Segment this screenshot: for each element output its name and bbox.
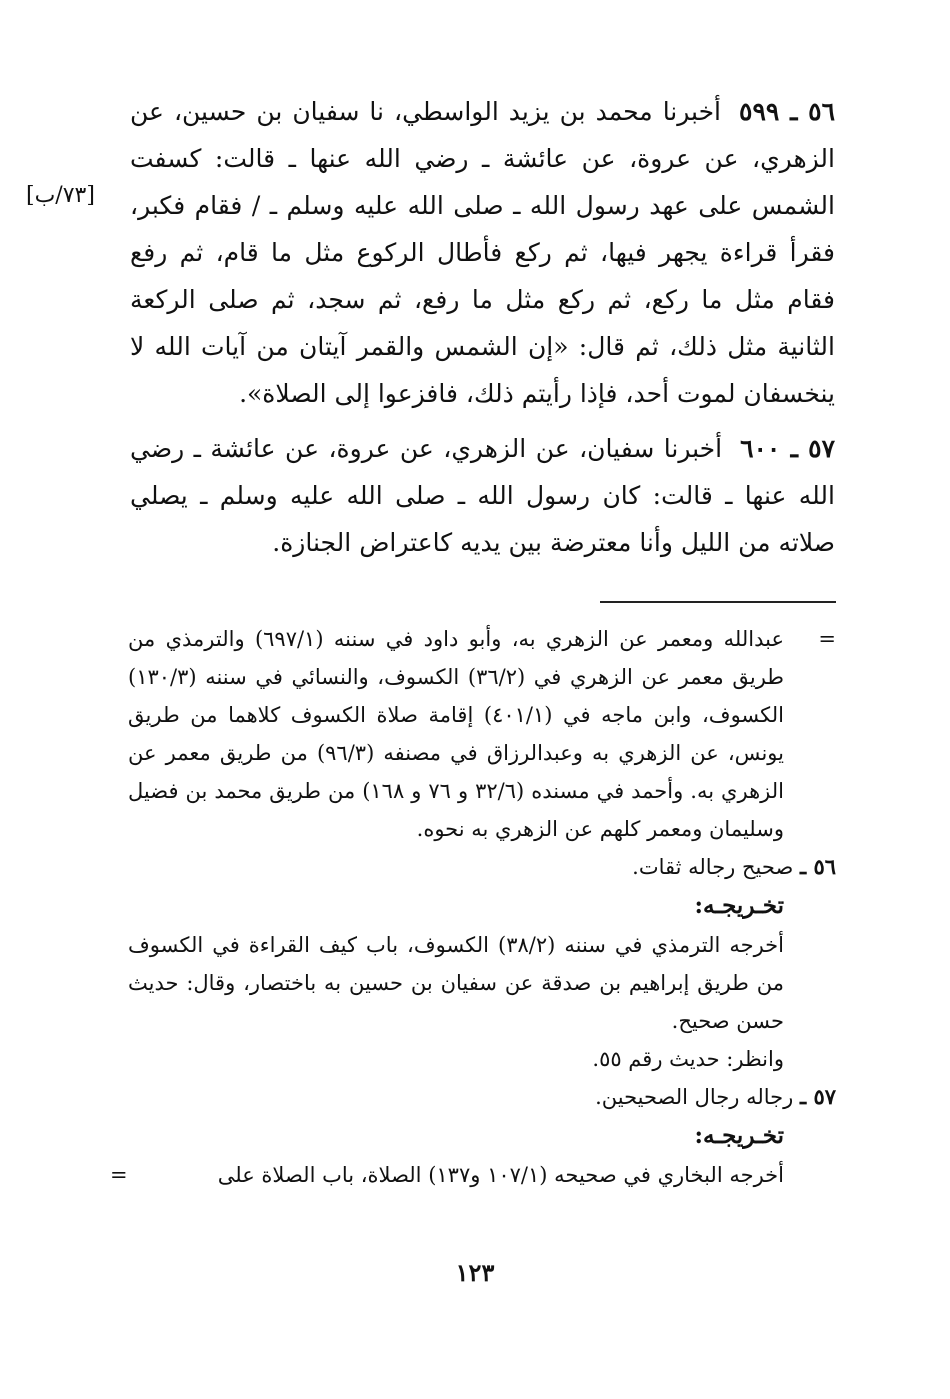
continuation-end-mark: = xyxy=(110,1163,128,1187)
hadith-number: ٥٧ ـ ٦٠٠ xyxy=(740,434,835,463)
hadith-text: أخبرنا محمد بن يزيد الواسطي، نا سفيان بن حسين، عن الزهري، عن عروة، عن عائشة ـ رضي الله عنها ـ قالت: كسفت الشمس على عهد رسول الله ـ صلى الله عليه وسلم ـ / فقام فكبر، فقرأ قراءة يجهر فيها، ثم ركع فأطال الركوع مثل ما قام، ثم رفع فقام مثل ما ركع، ثم ركع مثل ما رفع، ثم سجد، ثم صلى الركعة الثانية مثل ذلك، ثم قال: «إن الشمس والقمر آيتان من آيات الله لا ينخسفان لموت أحد، فإذا رأيتم ذلك، فافزعوا إلى الصلاة». xyxy=(130,97,835,408)
footnote-56 xyxy=(128,848,836,886)
takhrij-body: أخرجه البخاري في صحيحه (١٠٧/١ و١٣٧) الصلاة، باب الصلاة على xyxy=(217,1163,784,1187)
hadith-text: أخبرنا سفيان، عن الزهري، عن عروة، عن عائشة ـ رضي الله عنها ـ قالت: كان رسول الله ـ صلى الله عليه وسلم ـ يصلي صلاته من الليل وأنا معترضة بين يديه كاعتراض الجنازة. xyxy=(130,434,835,557)
continuation-text: عبدالله ومعمر عن الزهري به، وأبو داود في سننه (٦٩٧/١) والترمذي من طريق معمر عن الزهري في (٣٦/٢) الكسوف، والنسائي في سننه (١٣٠/٣) الكسوف، وابن ماجه في (٤٠١/١) إقامة صلاة الكسوف كلاهما من طريق يونس، عن الزهري به وعبدالرزاق في مصنفه (٩٦/٣) من طريق معمر عن الزهري به. وأحمد في مسنده (٣٢/٦ و ٧٦ و ١٦٨) من طريق محمد بن فضيل وسليمان ومعمر كلهم عن الزهري به نحوه. xyxy=(128,627,784,841)
page-number: ١٢٣ xyxy=(455,1258,495,1287)
takhrij-heading: تخـريجـه: xyxy=(694,892,784,919)
footnotes xyxy=(110,620,836,1194)
footnote-number: ٥٧ ـ xyxy=(799,1084,836,1109)
footnote-continuation xyxy=(128,620,836,848)
footnote-grade: صحيح رجاله ثقات. xyxy=(632,855,794,879)
see-also: وانظر: حديث رقم ٥٥. xyxy=(592,1047,784,1071)
hadith-number: ٥٦ ـ ٥٩٩ xyxy=(739,97,835,126)
hadith-600 xyxy=(130,425,835,566)
continuation-mark: = xyxy=(818,627,836,651)
takhrij-text xyxy=(110,1156,836,1194)
main-text xyxy=(130,88,835,566)
manuscript-folio-marker: [٧٣/ب] xyxy=(26,183,95,208)
footnote-number: ٥٦ ـ xyxy=(799,854,836,879)
footnote-57 xyxy=(128,1078,836,1116)
takhrij-heading: تخـريجـه: xyxy=(694,1122,784,1149)
footnote-separator xyxy=(600,601,836,603)
hadith-599 xyxy=(130,88,835,417)
takhrij-text: أخرجه الترمذي في سننه (٣٨/٢) الكسوف، باب كيف القراءة في الكسوف من طريق إبراهيم بن صدقة عن سفيان بن حسين به باختصار، وقال: حديث حسن صحيح. xyxy=(128,933,784,1033)
footnote-grade: رجاله رجال الصحيحين. xyxy=(595,1085,794,1109)
